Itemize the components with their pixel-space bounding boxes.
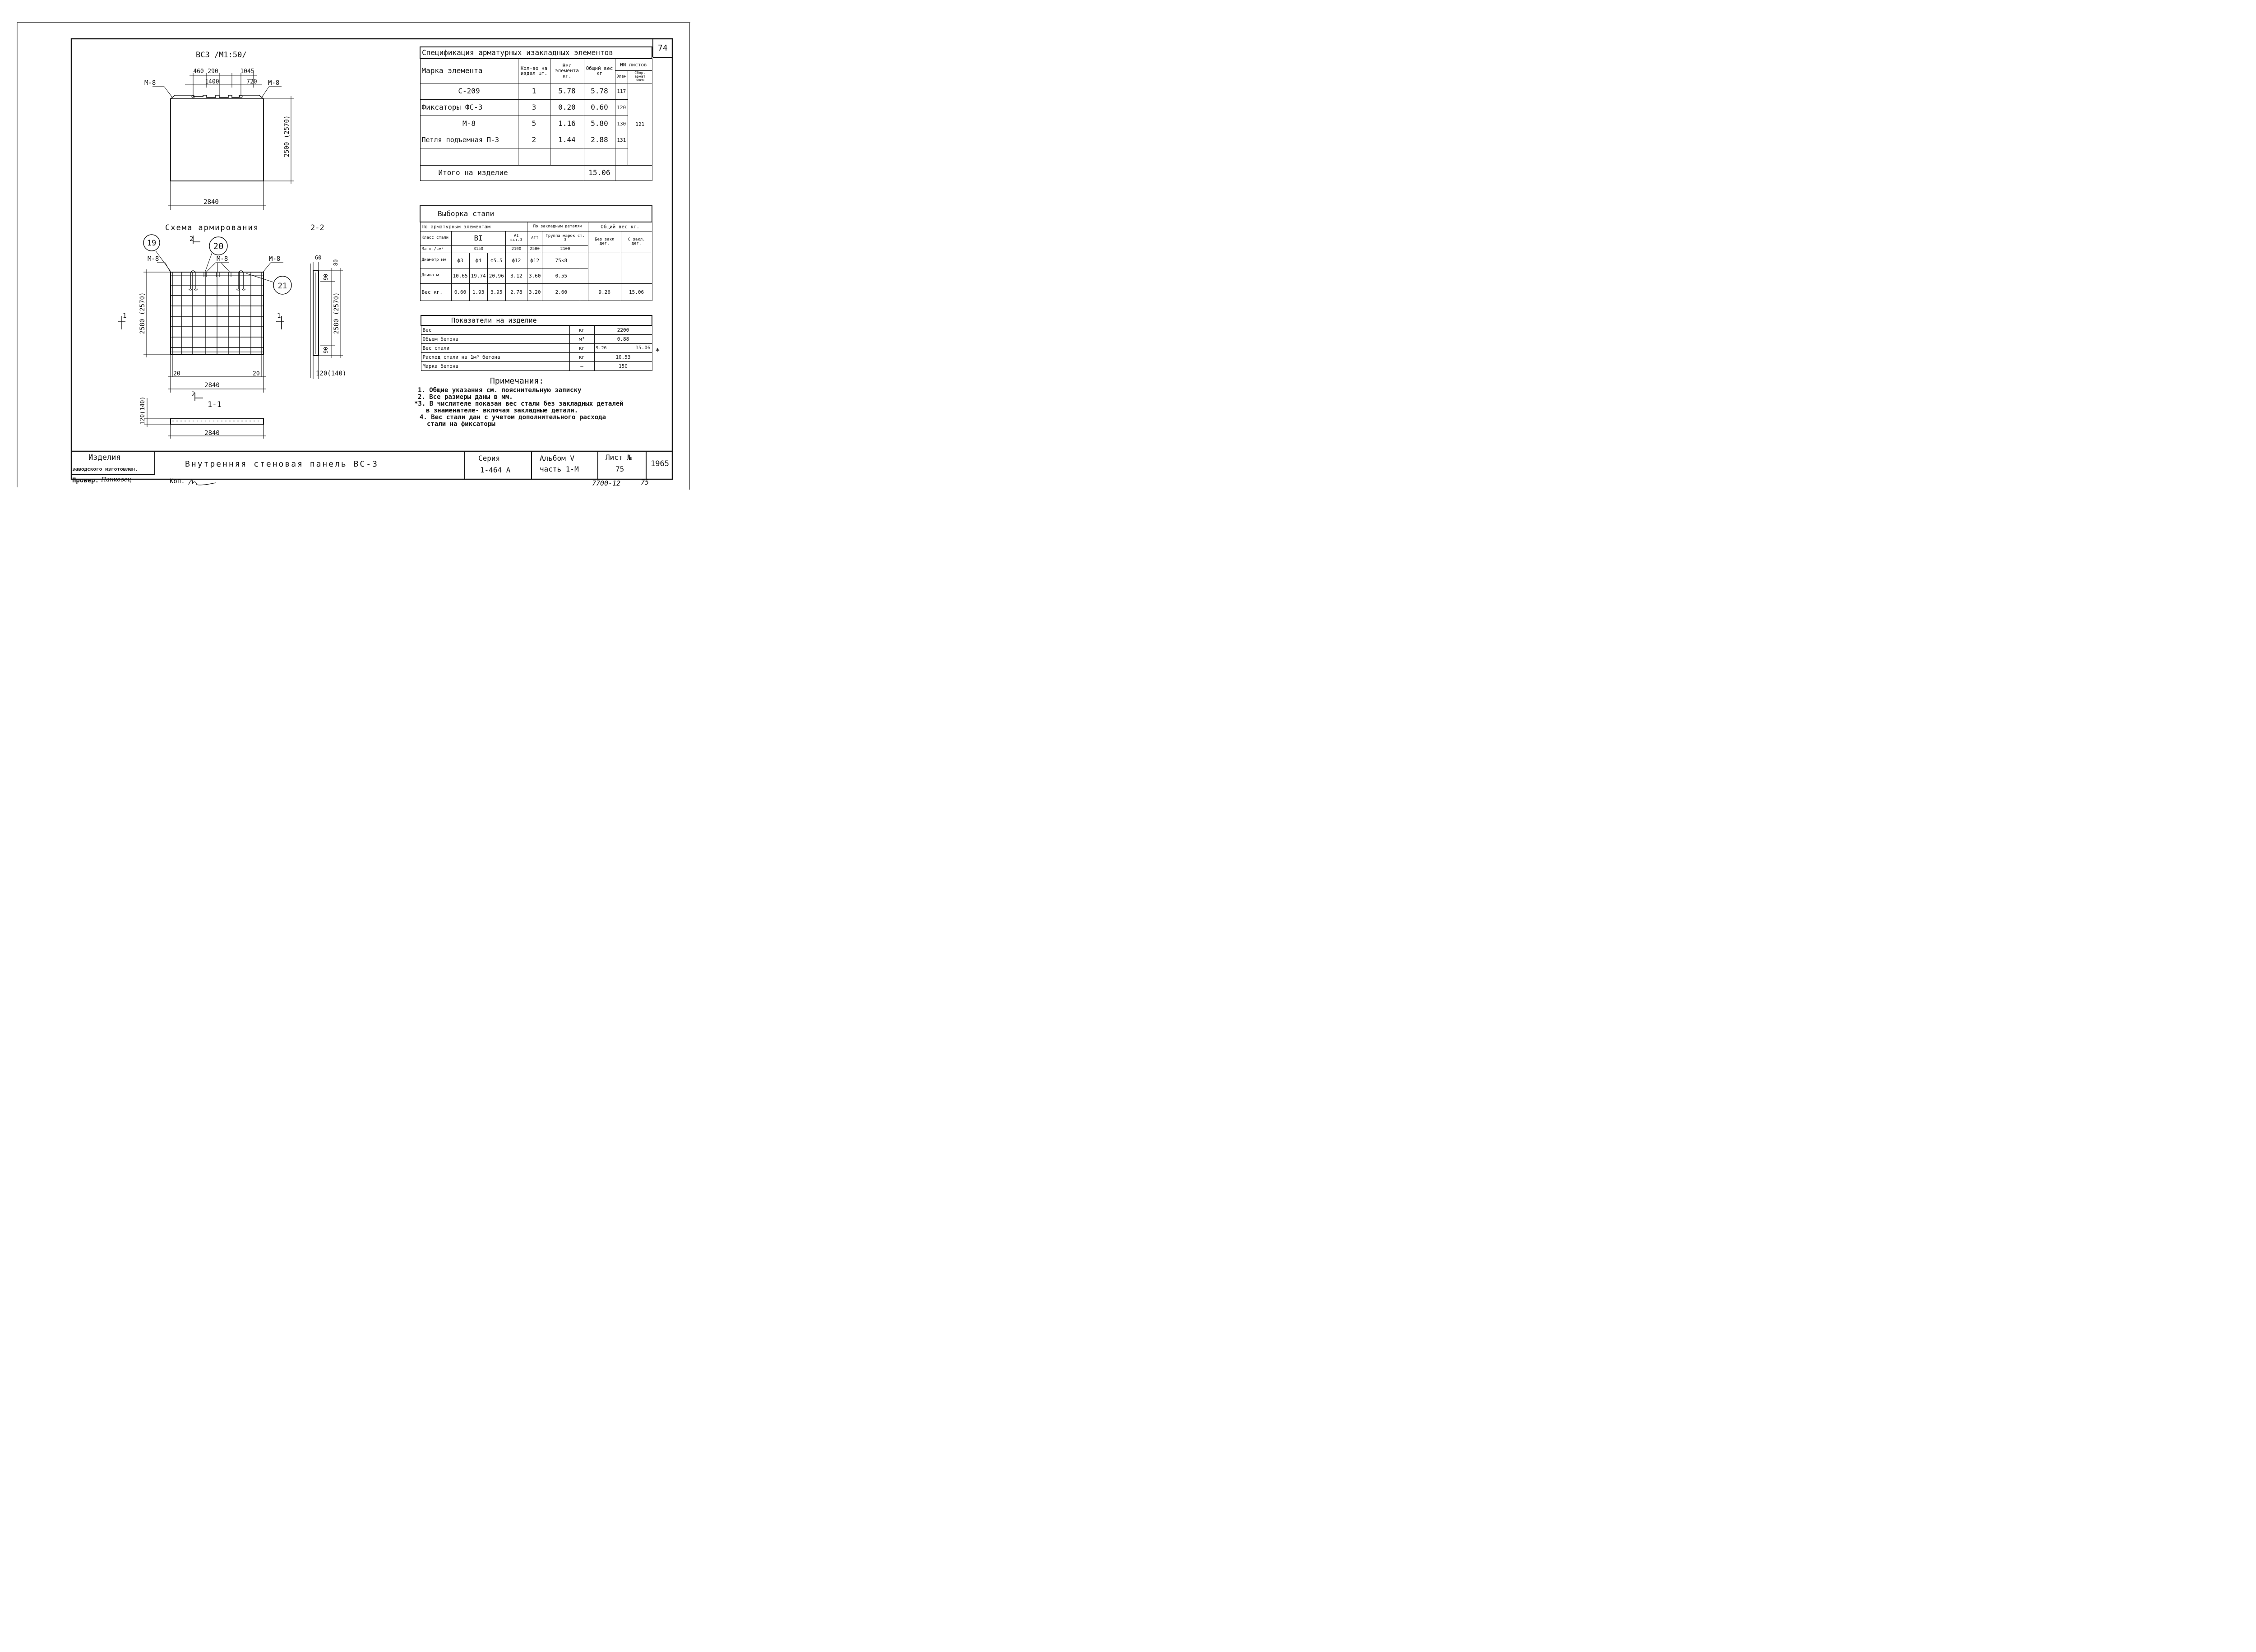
steel-ra-bi: 3150 — [451, 245, 505, 253]
indicator-value-pair — [594, 343, 652, 352]
indicator-name: Марка бетона — [421, 361, 569, 370]
spec-mark: С-209 — [420, 83, 518, 99]
indicator-unit: кг — [569, 325, 594, 334]
steel-wt: 1.93 — [469, 283, 487, 301]
side-dim-80: 80 — [333, 259, 339, 266]
spec-total: 5.78 — [584, 83, 615, 99]
notes-list — [414, 387, 624, 428]
indicator-name: Объем бетона — [421, 334, 569, 343]
steel-diam: 75×8 — [542, 253, 580, 268]
steel-no-zakl: Без закл дет. — [588, 231, 621, 253]
indicator-unit: кг — [569, 352, 594, 361]
spec-qty: 5 — [518, 116, 550, 132]
indicator-value: 0.88 — [594, 334, 652, 343]
note-line: в знаменателе- включая закладные детали. — [426, 407, 578, 414]
spec-row-empty — [420, 148, 652, 165]
section11-dim-thick: 120(140) — [139, 396, 146, 425]
spec-h-mark: Марка элемента — [420, 59, 518, 83]
steel-wt: 3.95 — [487, 283, 505, 301]
top-dim-720: 720 — [246, 79, 257, 85]
note-line: *3. В числителе показан вес стали без закладных деталей — [414, 400, 624, 407]
steel-grp-zakl: По закладным деталям — [527, 222, 588, 231]
side-dim-thick: 120(140) — [316, 370, 347, 377]
indicator-unit: кг — [569, 343, 594, 352]
indicator-name: Вес стали — [421, 343, 569, 352]
indicators-table — [421, 315, 652, 371]
callout-21: 21 — [277, 282, 287, 291]
indicator-name: Расход стали на 1м³ бетона — [421, 352, 569, 361]
spec-weight: 1.16 — [550, 116, 584, 132]
steel-ra-ai: 2100 — [505, 245, 527, 253]
side-dim-90-bot: 90 — [323, 347, 329, 354]
steel-total-no-zakl: 9.26 — [588, 283, 621, 301]
checked-label: Провер. — [72, 477, 99, 484]
steel-ra-grp: 2100 — [542, 245, 588, 253]
section-1-1-label: 1-1 — [208, 400, 222, 409]
side-dim-90-top: 90 — [323, 273, 329, 281]
top-dim-290: 290 — [208, 68, 218, 75]
spec-qty: 1 — [518, 83, 550, 99]
spec-total: 5.80 — [584, 116, 615, 132]
steel-grp-arm: По арматурным элементам — [420, 222, 527, 231]
drawing-code-sheet: 75 — [641, 478, 649, 486]
steel-len: 20.96 — [487, 268, 505, 283]
indicator-value: 10.53 — [594, 352, 652, 361]
scheme-dim-20-left: 20 — [173, 370, 180, 377]
spec-total-label: Итого на изделие — [420, 165, 584, 180]
note-line: 4. Вес стали дан с учетом дополнительного расхода — [420, 414, 606, 421]
org-line1: Изделия — [88, 453, 121, 462]
indicators-star: * — [655, 347, 660, 356]
copy-label: Коп. — [170, 478, 185, 485]
spec-h-sheets: NN листов — [615, 59, 652, 70]
indicator-row — [421, 352, 652, 361]
spec-mark: Фиксаторы ФС-3 — [420, 99, 518, 116]
spec-row — [420, 132, 652, 148]
cut-1-right: 1 — [277, 312, 281, 319]
spec-mark: М-8 — [420, 116, 518, 132]
steel-wt: 0.60 — [451, 283, 469, 301]
cut-2-bottom: 2 — [191, 391, 195, 398]
spec-h-qty: Кол-во на издел шт. — [518, 59, 550, 83]
top-view-title: ВС3 /М1:50/ — [196, 51, 247, 60]
indicator-value2: 15.06 — [635, 345, 651, 351]
indicator-name: Вес — [421, 325, 569, 334]
note-line: 1. Общие указания см. пояснительную записку — [418, 387, 582, 394]
spec-total: 2.88 — [584, 132, 615, 148]
spec-qty: 3 — [518, 99, 550, 116]
steel-diam: ф3 — [451, 253, 469, 268]
spec-sheet: 117 — [615, 83, 628, 99]
indicator-row — [421, 343, 652, 352]
steel-class-aii: AII — [527, 231, 542, 245]
steel-len: 0.55 — [542, 268, 580, 283]
steel-wt: 3.20 — [527, 283, 542, 301]
indicator-value: 2200 — [594, 325, 652, 334]
callout-20: 20 — [213, 241, 224, 251]
top-dim-460: 460 — [193, 68, 204, 75]
steel-ra-aii: 2500 — [527, 245, 542, 253]
indicator-row — [421, 361, 652, 370]
spec-total-value: 15.06 — [584, 165, 615, 180]
scheme-dim-20-right: 20 — [253, 370, 260, 377]
steel-with-zakl: С закл. дет. — [621, 231, 652, 253]
scheme-m8-mid: М-8 — [217, 255, 228, 263]
callout-19: 19 — [147, 239, 157, 248]
steel-title: Выборка стали — [420, 206, 652, 222]
spec-row — [420, 83, 652, 99]
indicators-title: Показатели на изделие — [421, 315, 652, 325]
indicator-row — [421, 325, 652, 334]
note-line: 2. Все размеры даны в мм. — [418, 393, 513, 401]
steel-wt: 2.60 — [542, 283, 580, 301]
indicator-value: 150 — [594, 361, 652, 370]
spec-total: 0.60 — [584, 99, 615, 116]
sheet-corner-number: 74 — [658, 43, 668, 53]
steel-total-with-zakl: 15.06 — [621, 283, 652, 301]
spec-sheet: 130 — [615, 116, 628, 132]
indicator-unit: м³ — [569, 334, 594, 343]
steel-diam: ф4 — [469, 253, 487, 268]
steel-diam: ф12 — [527, 253, 542, 268]
indicator-row — [421, 334, 652, 343]
steel-len: 19.74 — [469, 268, 487, 283]
copy-signature — [187, 477, 218, 487]
sheet-value: 75 — [615, 465, 624, 473]
spec-h-sheet-elem: Элем — [615, 70, 628, 83]
spec-weight: 1.44 — [550, 132, 584, 148]
section11-dim-width: 2840 — [204, 430, 220, 437]
album-line1: Альбом V — [540, 454, 575, 463]
org-line2: заводского изготовлен. — [72, 466, 138, 472]
steel-ra-label: Rа кг/см² — [420, 245, 451, 253]
notes-title: Примечания: — [490, 376, 544, 386]
steel-class-label: Класс стали — [420, 231, 451, 245]
top-mark-m8-left: М-8 — [144, 79, 156, 87]
spec-row — [420, 116, 652, 132]
side-dim-height: 2580 (2570) — [333, 292, 340, 334]
spec-weight: 5.78 — [550, 83, 584, 99]
spec-weight: 0.20 — [550, 99, 584, 116]
top-view — [153, 73, 294, 210]
album-line2: часть 1-М — [540, 465, 579, 473]
section-2-2-label: 2-2 — [310, 223, 324, 232]
drawing-code: 7700-12 — [592, 479, 621, 487]
top-dim-1400: 1400 — [205, 79, 219, 85]
spec-h-sheet-sbor: Сбор. армат элем — [628, 70, 652, 83]
steel-len: 3.60 — [527, 268, 542, 283]
spec-h-weight: Вес элемента кг. — [550, 59, 584, 83]
note-line: стали на фиксаторы — [427, 421, 495, 428]
top-mark-m8-right: М-8 — [268, 79, 280, 87]
spec-h-total: Общий вес кг — [584, 59, 615, 83]
year: 1965 — [651, 459, 669, 468]
spec-qty: 2 — [518, 132, 550, 148]
steel-len: 3.12 — [505, 268, 527, 283]
steel-class-bi: BI — [451, 231, 505, 245]
spec-sheet: 120 — [615, 99, 628, 116]
sheet-label: Лист № — [606, 453, 632, 462]
checked-signature: Панковец — [101, 477, 132, 483]
steel-class-ai: AI вст.3 — [505, 231, 527, 245]
scheme-dim-height: 2580 (2570) — [139, 292, 146, 334]
steel-wt-label: Вес кг. — [420, 283, 451, 301]
steel-len-label: Длина м — [420, 268, 451, 283]
product-name: Внутренняя стеновая панель ВС-3 — [185, 459, 379, 469]
spec-row — [420, 99, 652, 116]
scheme-m8-right: М-8 — [269, 255, 281, 263]
side-dim-60: 60 — [315, 255, 322, 261]
steel-grp-total: Общий вес кг. — [588, 222, 652, 231]
steel-diam: ф12 — [505, 253, 527, 268]
indicator-value: 9.26 — [596, 346, 607, 351]
top-dim-height: 2500 (2570) — [283, 115, 291, 157]
cut-1-left: 1 — [123, 312, 127, 319]
scheme-dim-width: 2840 — [204, 382, 220, 389]
spec-sheet: 131 — [615, 132, 628, 148]
steel-len: 10.65 — [451, 268, 469, 283]
steel-class-grp: Группа марок ст. 3 — [542, 231, 588, 245]
spec-table — [420, 46, 652, 181]
spec-title: Спецификация арматурных изакладных элементов — [420, 47, 652, 59]
series-label: Серия — [478, 454, 500, 463]
spec-sbor-sheet: 121 — [628, 83, 652, 165]
scheme-m8-left: М-8 — [148, 255, 159, 263]
indicator-unit: – — [569, 361, 594, 370]
steel-diam: ф5.5 — [487, 253, 505, 268]
top-dim-1045: 1045 — [240, 68, 254, 75]
steel-table — [420, 205, 652, 301]
steel-diam-label: Диаметр мм — [420, 253, 451, 268]
top-dim-width: 2840 — [203, 199, 219, 206]
spec-mark: Петля подъемная П-3 — [420, 132, 518, 148]
scheme-title: Схема армирования — [165, 223, 259, 232]
steel-wt: 2.78 — [505, 283, 527, 301]
cut-2-top: 2 — [190, 236, 194, 243]
series-value: 1-464 А — [480, 466, 511, 474]
